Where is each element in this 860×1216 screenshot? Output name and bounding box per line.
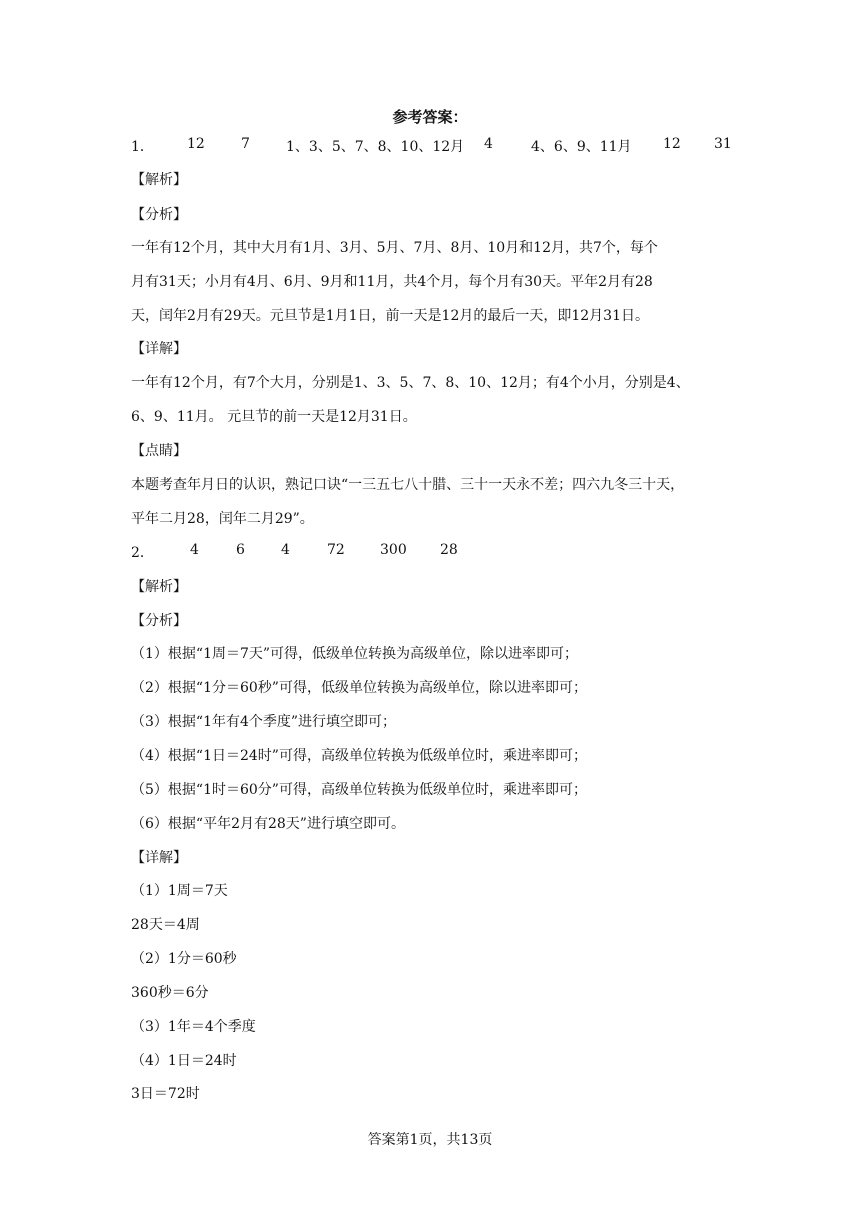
q1-comment-line-1: 本题考查年月日的认识，熟记口诀“一三五七八十腊、三十一天永不差；四六九冬三十天，: [131, 477, 685, 493]
q2-answer-1: 4: [190, 542, 199, 558]
q1-answer-5: 4、6、9、11月: [531, 139, 632, 155]
q2-detail-line-7: 3日＝72时: [131, 1086, 200, 1102]
page-title: 参考答案：: [392, 108, 468, 126]
q2-answer-2: 6: [236, 542, 245, 558]
q1-tag-fenxi: 【分析】: [131, 207, 187, 223]
q1-answer-2: 7: [241, 136, 250, 152]
q2-tag-fenxi: 【分析】: [131, 613, 187, 629]
q2-analysis-line-6: （6）根据“平年2月有28天”进行填空即可。: [131, 816, 405, 832]
q1-detail-line-2: 6、9、11月。 元旦节的前一天是12月31日。: [131, 409, 417, 425]
q1-analysis-line-2: 月有31天；小月有4月、6月、9月和11月，共4个月，每个月有30天。平年2月有28: [131, 274, 653, 290]
q1-number: 1．: [131, 139, 154, 155]
q1-tag-xiangjie: 【详解】: [131, 341, 187, 357]
q1-analysis-line-1: 一年有12个月，其中大月有1月、3月、5月、7月、8月、10月和12月，共7个，每个: [131, 240, 658, 256]
q1-answer-4: 4: [484, 136, 493, 152]
q2-answer-3: 4: [281, 542, 290, 558]
q2-answer-6: 28: [440, 542, 458, 558]
q2-answer-5: 300: [380, 542, 407, 558]
q2-tag-jiexi: 【解析】: [131, 579, 187, 595]
q2-analysis-line-5: （5）根据“1时＝60分”可得，高级单位转换为低级单位时，乘进率即可；: [131, 782, 587, 798]
q1-answer-6: 12: [663, 136, 681, 152]
q2-analysis-line-1: （1）根据“1周＝7天”可得，低级单位转换为高级单位，除以进率即可；: [131, 646, 579, 662]
q2-detail-line-6: （4）1日＝24时: [131, 1053, 237, 1069]
q2-analysis-line-2: （2）根据“1分＝60秒”可得，低级单位转换为高级单位，除以进率即可；: [131, 680, 587, 696]
q2-detail-line-5: （3）1年＝4个季度: [131, 1019, 256, 1035]
q1-answer-7: 31: [714, 136, 732, 152]
q2-analysis-line-3: （3）根据“1年有4个季度”进行填空即可；: [131, 714, 397, 730]
q2-answer-4: 72: [327, 542, 345, 558]
q2-detail-line-3: （2）1分＝60秒: [131, 951, 237, 967]
q1-answer-3: 1、3、5、7、8、10、12月: [286, 139, 465, 155]
q2-tag-xiangjie: 【详解】: [131, 850, 187, 866]
q2-analysis-line-4: （4）根据“1日＝24时”可得，高级单位转换为低级单位时，乘进率即可；: [131, 748, 587, 764]
page-footer: 答案第1页，共13页: [367, 1132, 493, 1148]
q1-detail-line-1: 一年有12个月，有7个大月，分别是1、3、5、7、8、10、12月；有4个小月，分别是4、: [131, 375, 690, 391]
q1-tag-jiexi: 【解析】: [131, 172, 187, 188]
q2-detail-line-2: 28天＝4周: [131, 917, 200, 933]
q1-tag-dianjing: 【点睛】: [131, 443, 187, 459]
q2-detail-line-4: 360秒＝6分: [131, 985, 209, 1001]
q1-analysis-line-3: 天，闰年2月有29天。元旦节是1月1日，前一天是12月的最后一天，即12月31日。: [131, 308, 649, 324]
q2-number: 2．: [131, 545, 154, 561]
q1-answer-1: 12: [187, 136, 205, 152]
q1-comment-line-2: 平年二月28，闰年二月29”。: [131, 511, 314, 527]
q2-detail-line-1: （1）1周＝7天: [131, 883, 228, 899]
